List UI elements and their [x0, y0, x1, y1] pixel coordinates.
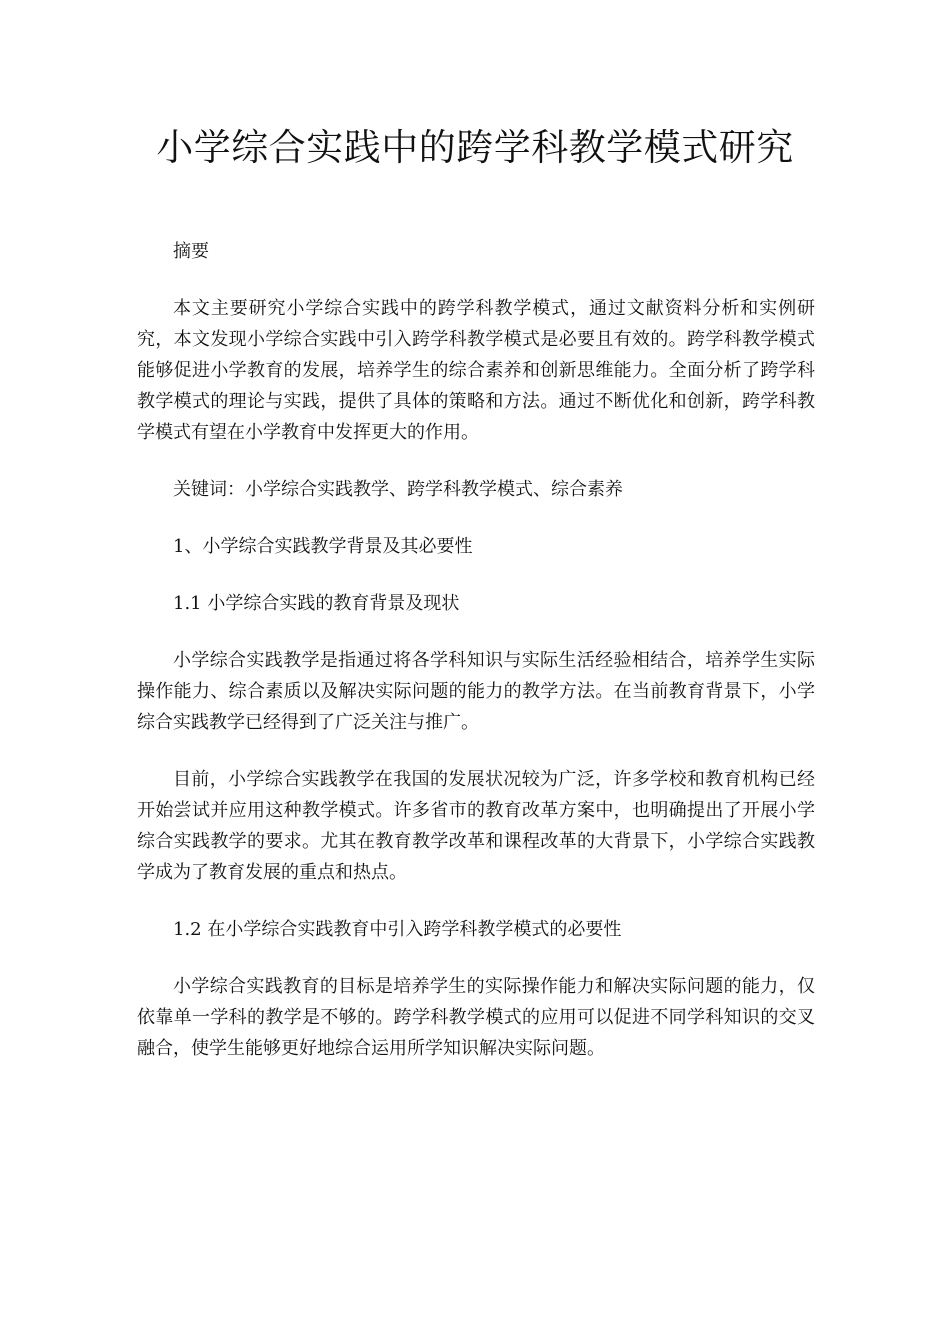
abstract-text: 本文主要研究小学综合实践中的跨学科教学模式，通过文献资料分析和实例研究，本文发现小学综合实践中引入跨学科教学模式是必要且有效的。跨学科教学模式能够促进小学教育的发展，培养学生的综合素养和创新思维能力。全面分析了跨学科教学模式的理论与实践，提供了具体的策略和方法。通过不断优化和创新，跨学科教学模式有望在小学教育中发挥更大的作用。: [137, 298, 815, 443]
section-1-1-paragraph-1: 小学综合实践教学是指通过将各学科知识与实际生活经验相结合，培养学生实际操作能力、综合素质以及解决实际问题的能力的教学方法。在当前教育背景下，小学综合实践教学已经得到了广泛关注与推广。: [137, 650, 815, 733]
section-1-1-paragraph-2: 目前，小学综合实践教学在我国的发展状况较为广泛，许多学校和教育机构已经开始尝试并应用这种教学模式。许多省市的教育改革方案中，也明确提出了开展小学综合实践教学的要求。尤其在教育教学改革和课程改革的大背景下，小学综合实践教学成为了教育发展的重点和热点。: [137, 769, 815, 883]
abstract-heading: 摘要: [173, 241, 209, 262]
document-body: [137, 236, 815, 1064]
section-1-heading: 1、小学综合实践教学背景及其必要性: [173, 536, 473, 557]
section-1-2-heading: 1.2 在小学综合实践教育中引入跨学科教学模式的必要性: [173, 919, 622, 940]
keywords-line: 关键词：小学综合实践教学、跨学科教学模式、综合素养: [173, 479, 623, 500]
section-1-1-heading: 1.1 小学综合实践的教育背景及现状: [173, 593, 460, 614]
document-title: 小学综合实践中的跨学科教学模式研究: [156, 126, 794, 169]
section-1-2-paragraph-1: 小学综合实践教育的目标是培养学生的实际操作能力和解决实际问题的能力，仅依靠单一学科的教学是不够的。跨学科教学模式的应用可以促进不同学科知识的交叉融合，使学生能够更好地综合运用所学知识解决实际问题。: [137, 976, 815, 1059]
